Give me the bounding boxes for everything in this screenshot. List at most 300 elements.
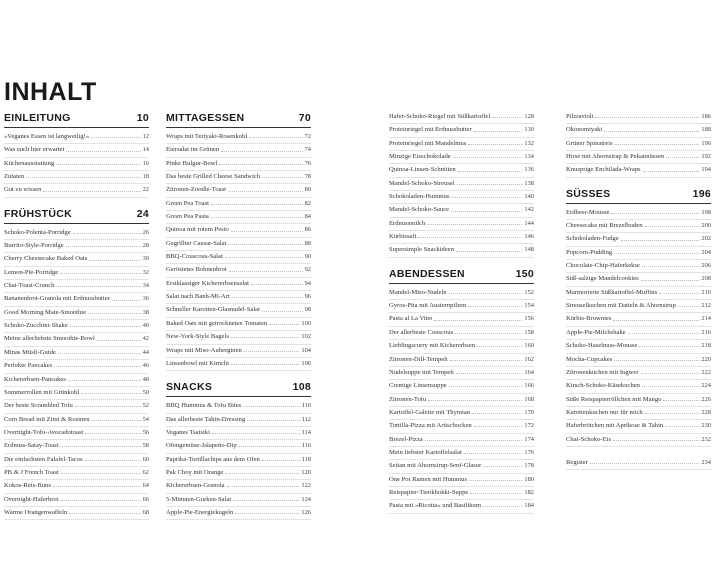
dot-leader	[678, 305, 700, 307]
toc-entry[interactable]	[4, 414, 149, 427]
toc-entry[interactable]	[166, 171, 311, 184]
toc-entry[interactable]	[389, 367, 534, 380]
dot-leader	[611, 212, 699, 214]
toc-entry-title: Pilzravioli	[566, 113, 594, 120]
dot-leader	[225, 472, 299, 474]
toc-entry-title: Salat nach Banh-Mi-Art	[166, 293, 230, 301]
toc-entry[interactable]	[4, 347, 149, 360]
toc-entry-page: 178	[524, 462, 534, 470]
page-title: INHALT	[4, 78, 97, 106]
toc-entry[interactable]	[4, 427, 149, 440]
toc-entry[interactable]	[4, 454, 149, 467]
toc-entry-title: Proteinriegel mit Mandelmus	[389, 139, 467, 147]
toc-entry[interactable]	[389, 474, 534, 487]
dot-leader	[66, 150, 140, 152]
dot-leader	[643, 170, 700, 172]
toc-entry-page: 224	[701, 382, 711, 390]
toc-entry[interactable]	[4, 360, 149, 373]
toc-entry[interactable]	[389, 218, 534, 231]
toc-column-4	[566, 111, 711, 470]
toc-entry[interactable]	[566, 220, 711, 233]
toc-entry[interactable]	[166, 211, 311, 224]
dot-leader	[434, 319, 522, 321]
toc-entry-title: Der beste Scrambled Tofu	[4, 402, 73, 410]
toc-entry[interactable]	[566, 164, 711, 177]
toc-entry-page: 146	[524, 233, 534, 241]
toc-entry[interactable]	[389, 340, 534, 353]
toc-entry[interactable]	[4, 467, 149, 480]
toc-entry[interactable]	[166, 144, 311, 157]
toc-entry-title: Streuselkuchen mit Datteln & Ahornsirup	[566, 302, 676, 310]
toc-entry[interactable]	[566, 287, 711, 300]
toc-entry-page: 14	[142, 146, 149, 154]
toc-entry-page: 186	[701, 113, 711, 120]
toc-entry-page: 96	[304, 293, 311, 301]
toc-entry[interactable]	[4, 171, 149, 184]
dot-leader	[269, 323, 299, 325]
toc-entry[interactable]	[166, 454, 311, 467]
section-heading-page: 70	[298, 112, 311, 124]
toc-entry[interactable]	[566, 247, 711, 260]
toc-entry[interactable]	[4, 320, 149, 333]
toc-entry[interactable]	[166, 358, 311, 371]
section-heading[interactable]	[4, 208, 149, 224]
toc-entry-page: 56	[142, 428, 149, 436]
toc-entry-page: 230	[701, 422, 711, 430]
toc-entry[interactable]	[4, 494, 149, 507]
toc-entry-title: Green Pea Toast	[166, 199, 209, 207]
dot-leader	[26, 176, 140, 178]
toc-entry[interactable]	[566, 151, 711, 164]
toc-entry-page: 136	[524, 166, 534, 174]
toc-entry[interactable]	[4, 293, 149, 306]
toc-entry[interactable]	[4, 507, 149, 520]
toc-entry-page: 76	[304, 159, 311, 167]
dot-leader	[427, 223, 522, 225]
section-heading-title: FRÜHSTÜCK	[4, 207, 73, 220]
dot-leader	[469, 479, 522, 481]
toc-entry-title: Chai-Toast-Crunch	[4, 282, 55, 290]
dot-leader	[68, 379, 141, 381]
dot-leader	[450, 359, 523, 361]
toc-entry-page: 52	[142, 402, 149, 410]
toc-entry-title: Register	[566, 458, 588, 466]
dot-leader	[53, 485, 141, 487]
toc-entry[interactable]	[166, 480, 311, 493]
toc-entry-page: 228	[701, 408, 711, 416]
toc-entry-page: 68	[142, 508, 149, 516]
toc-entry[interactable]	[389, 447, 534, 460]
toc-entry[interactable]	[4, 227, 149, 240]
toc-entry-title: One Pot Ramen mit Hummus	[389, 475, 468, 483]
toc-entry-page: 62	[142, 468, 149, 476]
toc-entry[interactable]	[166, 184, 311, 197]
dot-leader	[464, 452, 523, 454]
toc-entry-title: New-York-Style Bagels	[166, 333, 229, 341]
dot-leader	[231, 363, 299, 365]
toc-entry[interactable]	[389, 287, 534, 300]
toc-entry-title: Zitronen-Tofu	[389, 395, 427, 403]
dot-leader	[81, 392, 141, 394]
toc-entry[interactable]	[4, 240, 149, 253]
toc-entry-title: Pasta mit »Ricotta« und Basilikum	[389, 502, 481, 510]
toc-entry[interactable]	[566, 124, 711, 137]
toc-entry-page: 200	[701, 222, 711, 230]
toc-entry[interactable]	[389, 434, 534, 447]
toc-entry-page: 226	[701, 395, 711, 403]
toc-entry[interactable]	[389, 487, 534, 500]
section-heading-page: 10	[136, 112, 149, 124]
toc-entry[interactable]	[389, 231, 534, 244]
dot-leader	[239, 445, 300, 447]
dot-leader	[468, 305, 522, 307]
dot-leader	[595, 116, 699, 118]
toc-entry-page: 104	[301, 346, 311, 354]
toc-entry[interactable]	[4, 144, 149, 157]
toc-entry-page: 128	[524, 113, 534, 120]
toc-entry-title: Overnight-Tofu-Avocadotoast	[4, 428, 84, 436]
dot-leader	[456, 372, 523, 374]
dot-leader	[418, 236, 522, 238]
dot-leader	[614, 359, 699, 361]
dot-leader	[66, 245, 141, 247]
section-heading-page: 196	[692, 187, 711, 200]
toc-entry[interactable]	[4, 267, 149, 280]
toc-entry-title: Kirsch-Schoko-Käsekuchen	[566, 382, 640, 390]
toc-entry-page: 130	[524, 126, 534, 134]
toc-entry-title: Karottenkuchen nur für mich	[566, 408, 643, 416]
toc-entry-page: 60	[142, 455, 149, 463]
toc-entry-title: Meine allerliebste Smoothie-Bowl	[4, 335, 95, 343]
toc-entry-title: Green Pea Pasta	[166, 213, 209, 221]
toc-entry[interactable]	[4, 158, 149, 171]
dot-leader	[228, 243, 302, 245]
toc-entry[interactable]	[389, 407, 534, 420]
toc-entry-page: 12	[142, 133, 149, 140]
toc-entry-title: Quinoa-Linsen-Schnitten	[389, 166, 456, 174]
toc-entry-title: Zitronen-Dill-Tempeh	[389, 355, 448, 363]
toc-entry-title: Popcorn-Pudding	[566, 248, 613, 256]
toc-entry[interactable]	[566, 340, 711, 353]
dot-leader	[58, 352, 141, 354]
toc-entry-title: Chocolate-Chip-Haferkekse	[566, 262, 640, 270]
dot-leader	[451, 210, 522, 212]
dot-leader	[212, 432, 300, 434]
section-heading[interactable]	[4, 112, 149, 128]
dot-leader	[60, 272, 140, 274]
toc-entry[interactable]	[389, 327, 534, 340]
toc-entry-title: Perfekte Pancakes	[4, 362, 53, 370]
toc-entry[interactable]	[166, 507, 311, 520]
toc-entry[interactable]	[166, 467, 311, 480]
toc-entry-title: Lieblingscurry mit Kichererbsen	[389, 342, 476, 350]
dot-leader	[231, 230, 303, 232]
section-heading-title: SNACKS	[166, 381, 213, 394]
toc-entry-page: 154	[524, 302, 534, 310]
toc-entry[interactable]	[166, 304, 311, 317]
toc-entry-title: Cheesecake mit Brezelboden	[566, 222, 643, 230]
toc-entry[interactable]	[389, 151, 534, 164]
toc-entry[interactable]	[4, 184, 149, 197]
toc-entry[interactable]	[4, 280, 149, 293]
toc-entry[interactable]	[389, 380, 534, 393]
toc-entry[interactable]	[566, 367, 711, 380]
toc-entry[interactable]	[566, 407, 711, 420]
toc-entry-page: 184	[524, 502, 534, 510]
toc-entry-title: Mandel-Schoko-Sauce	[389, 206, 450, 214]
toc-entry[interactable]	[389, 111, 534, 124]
toc-entry[interactable]	[566, 260, 711, 273]
toc-entry-page: 140	[524, 193, 534, 201]
toc-entry-page: 124	[301, 495, 311, 503]
toc-entry[interactable]	[566, 138, 711, 151]
toc-entry-title: Wraps mit Teriyaki-Rosenkohl	[166, 133, 248, 140]
toc-entry-title: 5-Minuten-Gurken-Salat	[166, 495, 232, 503]
section-spacer	[4, 198, 149, 208]
toc-entry[interactable]	[566, 327, 711, 340]
toc-entry[interactable]	[566, 394, 711, 407]
dot-leader	[615, 143, 700, 145]
toc-entry-page: 18	[142, 173, 149, 181]
toc-entry[interactable]	[166, 238, 311, 251]
toc-entry-page: 64	[142, 482, 149, 490]
toc-entry[interactable]	[566, 300, 711, 313]
toc-entry-title: Süß-salzige Mandelcookies	[566, 275, 639, 283]
dot-leader	[54, 365, 140, 367]
toc-entry-title: Hirse mit Ahornsirap & Pekannüssen	[566, 153, 665, 161]
toc-entry[interactable]	[566, 313, 711, 326]
toc-entry-title: Erdnuss-Satay-Toast	[4, 442, 59, 450]
toc-entry-title: Erdbeer-Mousse	[566, 208, 610, 216]
toc-entry-page: 218	[701, 342, 711, 350]
toc-entry[interactable]	[4, 387, 149, 400]
toc-column-1	[4, 112, 149, 520]
toc-entry-title: Zitronen-Zoodle-Toast	[166, 186, 226, 194]
toc-entry[interactable]	[166, 198, 311, 211]
toc-entry[interactable]	[566, 233, 711, 246]
toc-entry-title: BBQ-Couscous-Salat	[166, 253, 223, 261]
dot-leader	[477, 345, 522, 347]
dot-leader	[225, 256, 303, 258]
toc-entry[interactable]	[566, 434, 711, 447]
toc-entry-page: 106	[301, 359, 311, 367]
toc-entry[interactable]	[389, 500, 534, 513]
toc-entry[interactable]	[389, 394, 534, 407]
toc-entry-page: 212	[701, 302, 711, 310]
toc-entry[interactable]	[566, 111, 711, 124]
toc-entry-page: 170	[524, 408, 534, 416]
toc-entry-title: Supersimple Snackideen	[389, 246, 455, 254]
dot-leader	[604, 130, 699, 132]
toc-entry[interactable]	[4, 440, 149, 453]
dot-leader	[621, 239, 700, 241]
toc-entry-page: 120	[301, 468, 311, 476]
dot-leader	[659, 292, 699, 294]
toc-entry-title: Linsenbowl mit Kimchi	[166, 359, 230, 367]
toc-entry[interactable]	[4, 374, 149, 387]
toc-entry-page: 80	[304, 186, 311, 194]
toc-entry-page: 26	[142, 228, 149, 236]
toc-entry-title: Cremige Linsensuppe	[389, 382, 447, 390]
toc-entry-title: Pinke Bulgur-Bowl	[166, 159, 218, 167]
toc-entry-title: Apple-Pie-Energiekugeln	[166, 508, 234, 516]
section-heading[interactable]	[566, 188, 711, 204]
toc-entry-title: Burrito-Style-Porridge	[4, 242, 64, 250]
toc-entry-title: Marmorierte Süßkartoffel-Muffins	[566, 288, 658, 296]
toc-entry[interactable]	[389, 204, 534, 217]
toc-entry[interactable]	[166, 251, 311, 264]
toc-entry-title: Chai-Schoko-Eis	[566, 435, 612, 443]
toc-entry-page: 46	[142, 362, 149, 370]
toc-entry[interactable]	[389, 300, 534, 313]
toc-entry[interactable]	[4, 480, 149, 493]
toc-entry-title: Kürbissaft	[389, 233, 417, 241]
toc-entry[interactable]	[389, 420, 534, 433]
toc-entry-page: 36	[142, 295, 149, 303]
toc-entry-title: Quinoa mit rotem Pesto	[166, 226, 229, 234]
toc-entry[interactable]	[166, 400, 311, 413]
toc-entry[interactable]	[4, 253, 149, 266]
toc-entry[interactable]	[389, 164, 534, 177]
toc-entry[interactable]	[4, 333, 149, 346]
toc-entry[interactable]	[389, 191, 534, 204]
toc-entry[interactable]	[166, 318, 311, 331]
toc-entry[interactable]	[166, 440, 311, 453]
toc-entry[interactable]	[389, 124, 534, 137]
toc-entry[interactable]	[166, 291, 311, 304]
toc-entry-title: Kichererbsen-Pancakes	[4, 375, 66, 383]
toc-entry[interactable]	[566, 273, 711, 286]
toc-entry[interactable]	[166, 224, 311, 237]
toc-entry[interactable]	[566, 380, 711, 393]
toc-entry-title: Gut zu wissen	[4, 186, 42, 194]
toc-entry-title: Küchenausstattung	[4, 159, 55, 167]
dot-leader	[262, 176, 302, 178]
toc-entry-title: Hafer-Schoko-Riegel mit Süßkartoffel	[389, 113, 491, 120]
toc-entry-title: Die einfachsten Falafel-Tacos	[4, 455, 83, 463]
toc-entry[interactable]	[166, 131, 311, 144]
dot-leader	[88, 312, 141, 314]
toc-entry-title: Haferbrötchen mit Aprikose & Tahin	[566, 422, 664, 430]
toc-entry-title: Mocha-Cupcakes	[566, 355, 613, 363]
dot-leader	[470, 492, 522, 494]
toc-entry-page: 198	[701, 208, 711, 216]
toc-entry[interactable]	[389, 178, 534, 191]
dot-leader	[456, 250, 522, 252]
toc-entry-title: Reispapier-Tteokbokki-Suppe	[389, 488, 469, 496]
toc-entry-title: Proteinriegel mit Erdnussbutter	[389, 126, 472, 134]
toc-entry[interactable]	[389, 138, 534, 151]
dot-leader	[70, 325, 141, 327]
toc-entry-title: Good Morning Mate-Smoothie	[4, 308, 87, 316]
toc-entry[interactable]	[166, 494, 311, 507]
toc-entry[interactable]	[566, 207, 711, 220]
toc-entry[interactable]	[166, 427, 311, 440]
toc-entry-title: Kürbis-Brownies	[566, 315, 612, 323]
toc-entry-page: 132	[524, 139, 534, 147]
toc-entry-title: »Veganes Essen ist langweilig!«	[4, 133, 90, 140]
toc-entry[interactable]	[166, 278, 311, 291]
dot-leader	[468, 143, 522, 145]
toc-entry-title: Seitan mit Ahornsirup-Senf-Glasur	[389, 462, 482, 470]
toc-entry-title: Ofengemüse-Jalapeño-Dip	[166, 442, 237, 450]
toc-entry[interactable]	[4, 400, 149, 413]
toc-entry-page: 112	[301, 415, 311, 423]
toc-entry-page: 174	[524, 435, 534, 443]
toc-entry-page: 114	[301, 428, 311, 436]
dot-leader	[472, 412, 522, 414]
section-spacer	[566, 178, 711, 188]
toc-entry-page: 204	[701, 248, 711, 256]
toc-entry[interactable]	[389, 460, 534, 473]
toc-entry[interactable]	[566, 420, 711, 433]
toc-entry-page: 92	[304, 266, 311, 274]
toc-entry[interactable]	[566, 354, 711, 367]
toc-entry-title: Wraps mit Miso-Auberginen	[166, 346, 242, 354]
dot-leader	[92, 419, 141, 421]
toc-entry-page: 122	[301, 482, 311, 490]
dot-leader	[249, 136, 302, 138]
toc-entry-page: 134	[524, 153, 534, 161]
toc-entry[interactable]	[389, 354, 534, 367]
section-heading-page: 24	[136, 207, 149, 220]
toc-entry-title: Schneller Karotten-Glasnudel-Salat	[166, 306, 260, 314]
toc-entry-page: 222	[701, 368, 711, 376]
toc-entry-page: 182	[524, 488, 534, 496]
dot-leader	[641, 279, 700, 281]
section-heading-title: EINLEITUNG	[4, 112, 71, 124]
toc-entry[interactable]	[166, 264, 311, 277]
toc-entry-page: 156	[524, 315, 534, 323]
section-heading[interactable]	[166, 381, 311, 397]
dot-leader	[73, 232, 141, 234]
toc-entry[interactable]	[166, 414, 311, 427]
section-heading[interactable]	[166, 112, 311, 128]
section-heading[interactable]	[389, 268, 534, 284]
toc-entry[interactable]	[4, 131, 149, 144]
toc-entry[interactable]	[166, 331, 311, 344]
toc-entry[interactable]	[4, 307, 149, 320]
toc-entry-page: 34	[142, 282, 149, 290]
toc-entry-page: 138	[524, 179, 534, 187]
toc-entry-title: Overnight-Haferbrot	[4, 495, 59, 503]
toc-entry-title: Zutaten	[4, 173, 25, 181]
toc-entry-page: 100	[301, 319, 311, 327]
dot-leader	[89, 259, 140, 261]
toc-entry-title: BBQ Hummus & Tofu Bites	[166, 402, 242, 410]
dot-leader	[221, 150, 303, 152]
section-heading-page: 108	[292, 381, 311, 394]
dot-leader	[613, 439, 699, 441]
toc-column-3	[389, 111, 534, 514]
toc-entry-page: 220	[701, 355, 711, 363]
toc-entry-title: Pak Choy mit Orange	[166, 468, 224, 476]
toc-entry-title: Kokos-Reis-Buns	[4, 482, 51, 490]
section-spacer	[166, 371, 311, 381]
toc-entry[interactable]	[389, 313, 534, 326]
toc-entry-page: 30	[142, 255, 149, 263]
toc-entry-page: 176	[524, 448, 534, 456]
dot-leader	[262, 459, 300, 461]
toc-entry[interactable]	[166, 158, 311, 171]
toc-entry-page: 72	[304, 133, 311, 140]
toc-entry[interactable]	[389, 244, 534, 257]
toc-entry-title: Das allerbeste Tahin-Dressing	[166, 415, 246, 423]
toc-entry-title: Sommerrollen mit Grünkohl	[4, 388, 80, 396]
toc-entry[interactable]	[566, 457, 711, 470]
toc-entry-page: 164	[524, 368, 534, 376]
toc-entry[interactable]	[166, 345, 311, 358]
